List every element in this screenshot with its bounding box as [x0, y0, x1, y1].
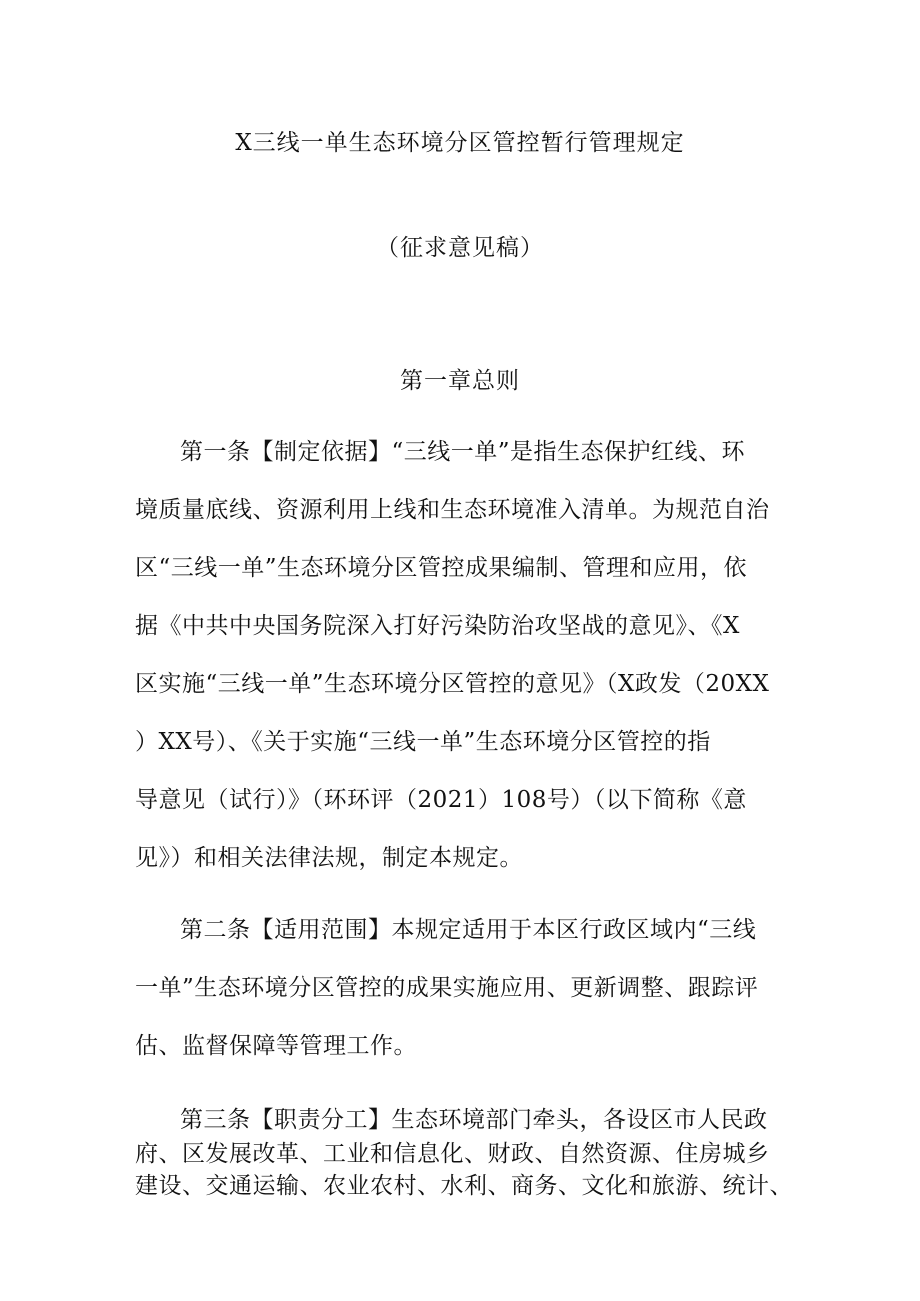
article-1-line: 导意见（试行）》（环环评（2021）108号）（以下简称《意 [135, 787, 747, 813]
article-1-line: 区“三线一单”生态环境分区管控成果编制、管理和应用，依 [135, 555, 748, 581]
article-2-line: 估、监督保障等管理工作。 [135, 1033, 417, 1059]
article-1-line: 区实施“三线一单”生态环境分区管控的意见》（X政发（20XX [135, 671, 770, 697]
article-3-line: 建设、交通运输、农业农村、水利、商务、文化和旅游、统计、 [135, 1173, 793, 1199]
article-2-line: 第二条【适用范围】本规定适用于本区行政区域内“三线 [180, 917, 757, 943]
document-title: X三线一单生态环境分区管控暂行管理规定 [235, 130, 685, 156]
chapter-heading: 第一章总则 [400, 368, 520, 394]
article-1-line: 境质量底线、资源利用上线和生态环境准入清单。为规范自治 [135, 497, 770, 523]
document-subtitle: （征求意见稿） [376, 235, 544, 261]
article-3-line: 府、区发展改革、工业和信息化、财政、自然资源、住房城乡 [135, 1141, 770, 1167]
article-3-line: 第三条【职责分工】生态环境部门牵头，各设区市人民政 [180, 1107, 768, 1133]
article-1-line: 第一条【制定依据】“三线一单”是指生态保护红线、环 [180, 439, 746, 465]
article-1-line: 见》）和相关法律法规，制定本规定。 [135, 845, 523, 871]
article-1-line: 据《中共中央国务院深入打好污染防治攻坚战的意见》、《X [135, 613, 740, 639]
article-1-line: ）XX号）、《关于实施“三线一单”生态环境分区管控的指 [135, 729, 711, 755]
article-2-line: 一单”生态环境分区管控的成果实施应用、更新调整、跟踪评 [135, 975, 759, 1001]
